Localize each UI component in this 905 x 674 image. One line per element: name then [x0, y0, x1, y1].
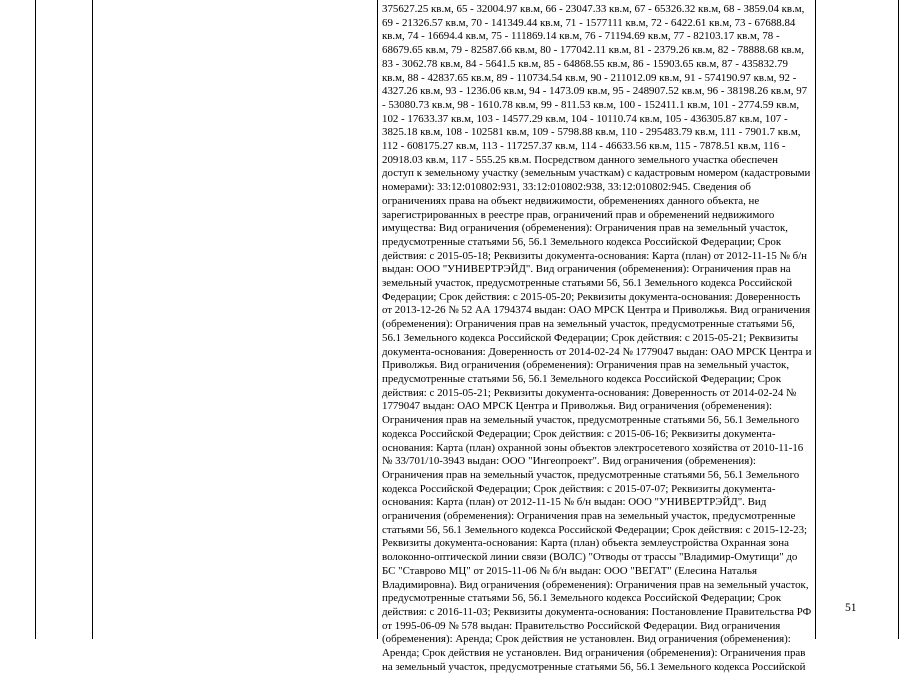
table-border-left — [35, 0, 36, 639]
table-cell-text: 375627.25 кв.м, 65 - 32004.97 кв.м, 66 - 23047.33 кв.м, 67 - 65326.32 кв.м, 68 - 3859.04 кв.м, 69 - 21326.57 кв.м, 70 - 141349.44 кв.м, 71 - 1577111 кв.м, 72 - 6422.61 кв.м, 73 - 67688.84 кв.м, 74 - 16694.4 кв.м, 75 - 111869.14 кв.м, 76 - 71194.69 кв.м, 77 - 82103.17 кв.м, 78 - 68679.65 кв.м, 79 - 82587.66 кв.м, 80 - 177042.11 кв.м, 81 - 2379.26 кв.м, 82 - 78888.68 кв.м, 83 - 3062.78 кв.м, 84 - 5641.5 кв.м, 85 - 64868.55 кв.м, 86 - 15903.65 кв.м, 87 - 435832.79 кв.м, 88 - 42837.65 кв.м, 89 - 110734.54 кв.м, 90 - 211012.09 кв.м, 91 - 574190.97 кв.м, 92 - 4327.26 кв.м, 93 - 1236.06 кв.м, 94 - 1473.09 кв.м, 95 - 248907.52 кв.м, 96 - 38198.26 кв.м, 97 - 53080.73 кв.м, 98 - 1610.78 кв.м, 99 - 811.53 кв.м, 100 - 152411.1 кв.м, 101 - 2774.59 кв.м, 102 - 17633.37 кв.м, 103 - 14577.29 кв.м, 104 - 10110.74 кв.м, 105 - 436305.87 кв.м, 107 - 3825.18 кв.м, 108 - 102581 кв.м, 109 - 5798.88 кв.м, 110 - 295483.79 кв.м, 111 - 7901.7 кв.м, 112 - 608175.27 кв.м, 113 - 117257.37 кв.м, 114 - 46633.56 кв.м, 115 - 7878.51 кв.м, 116 - 20918.03 кв.м, 117 - 555.25 кв.м. Посредством данного земельного участка обеспечен доступ к земельному участку (земельным участкам) с кадастровым номером (кадастровыми номерами): 33:12:010802:931, 33:12:010802:938, 33:12:010802:945. Сведения об ограничениях права на объект недвижимости, обременениях данного объекта, не зарегистрированных в реестре прав, ограничений прав и обременений недвижимого имущества: Вид ограничения (обременения): Ограничения прав на земельный участок, предусмотренные статьями 56, 56.1 Земельного кодекса Российской Федерации; Срок действия: с 2015-05-18; Реквизиты документа-основания: Карта (план) от 2012-11-15 № б/н выдан: ООО "УНИВЕРТРЭЙД". Вид ограничения (обременения): Ограничения прав на земельный участок, предусмотренные статьями 56, 56.1 Земельного кодекса Российской Федерации; Срок действия: с 2015-05-20; Реквизиты документа-основания: Доверенность от 2013-12-26 № 52 АА 1794374 выдан: ОАО МРСК Центра и Приволжья. Вид ограничения (обременения): Ограничения прав на земельный участок, предусмотренные статьями 56, 56.1 Земельного кодекса Российской Федерации; Срок действия: с 2015-05-21; Реквизиты документа-основания: Доверенность от 2014-02-24 № 1779047 выдан: ОАО МРСК Центра и Приволжья. Вид ограничения (обременения): Ограничения прав на земельный участок, предусмотренные статьями 56, 56.1 Земельного кодекса Российской Федерации; Срок действия: с 2015-05-21; Реквизиты документа-основания: Доверенность от 2014-02-24 № 1779047 выдан: ОАО МРСК Центра и Приволжья. Вид ограничения (обременения): Ограничения прав на земельный участок, предусмотренные статьями 56, 56.1 Земельного кодекса Российской Федерации; Срок действия: с 2015-06-16; Реквизиты документа-основания: Карта (план) охранной зоны объектов электросетевого хозяйства от 2010-11-16 № 33/701/10-3943 выдан: ООО "Ингеопроект". Вид ограничения (обременения): Ограничения прав на земельный участок, предусмотренные статьями 56, 56.1 Земельного кодекса Российской Федерации; Срок действия: с 2015-07-07; Реквизиты документа-основания: Карта (план) от 2012-11-15 № б/н выдан: ООО "УНИВЕРТРЭЙД". Вид ограничения (обременения): Ограничения прав на земельный участок, предусмотренные статьями 56, 56.1 Земельного кодекса Российской Федерации; Срок действия: с 2015-12-23; Реквизиты документа-основания: Карта (план) объекта землеустройства Охранная зона волоконно-оптической линии связи (ВОЛС) "Отводы от трассы "Владимир-Омутищи" до БС "Ставрово МЦ" от 2015-11-06 № б/н выдан: ООО "ВЕГАТ" (Елесина Наталья Владимировна). Вид ограничения (обременения): Ограничения прав на земельный участок, предусмотренные статьями 56, 56.1 Земельного кодекса Российской Федерации; Срок действия: с 2016-11-03; Реквизиты документа-основания: Постановление Правительства РФ от 1995-06-09 № 578 выдан: Правительство Российской Федерации. Вид ограничения (обременения): Аренда; Срок действия не установлен. Вид ограничения (обременения): Аренда; Срок действия не установлен. Вид ограничения (обременения): Ограничения прав на земельный участок, предусмотренные статьями 56, 56.1 Земельного кодекса Российской — [382, 3, 812, 673]
page-number: 51 — [845, 602, 857, 614]
table-column-divider-2 — [377, 0, 378, 639]
table-border-right — [815, 0, 816, 639]
page-edge-line — [898, 0, 899, 639]
table-column-divider-1 — [92, 0, 93, 639]
